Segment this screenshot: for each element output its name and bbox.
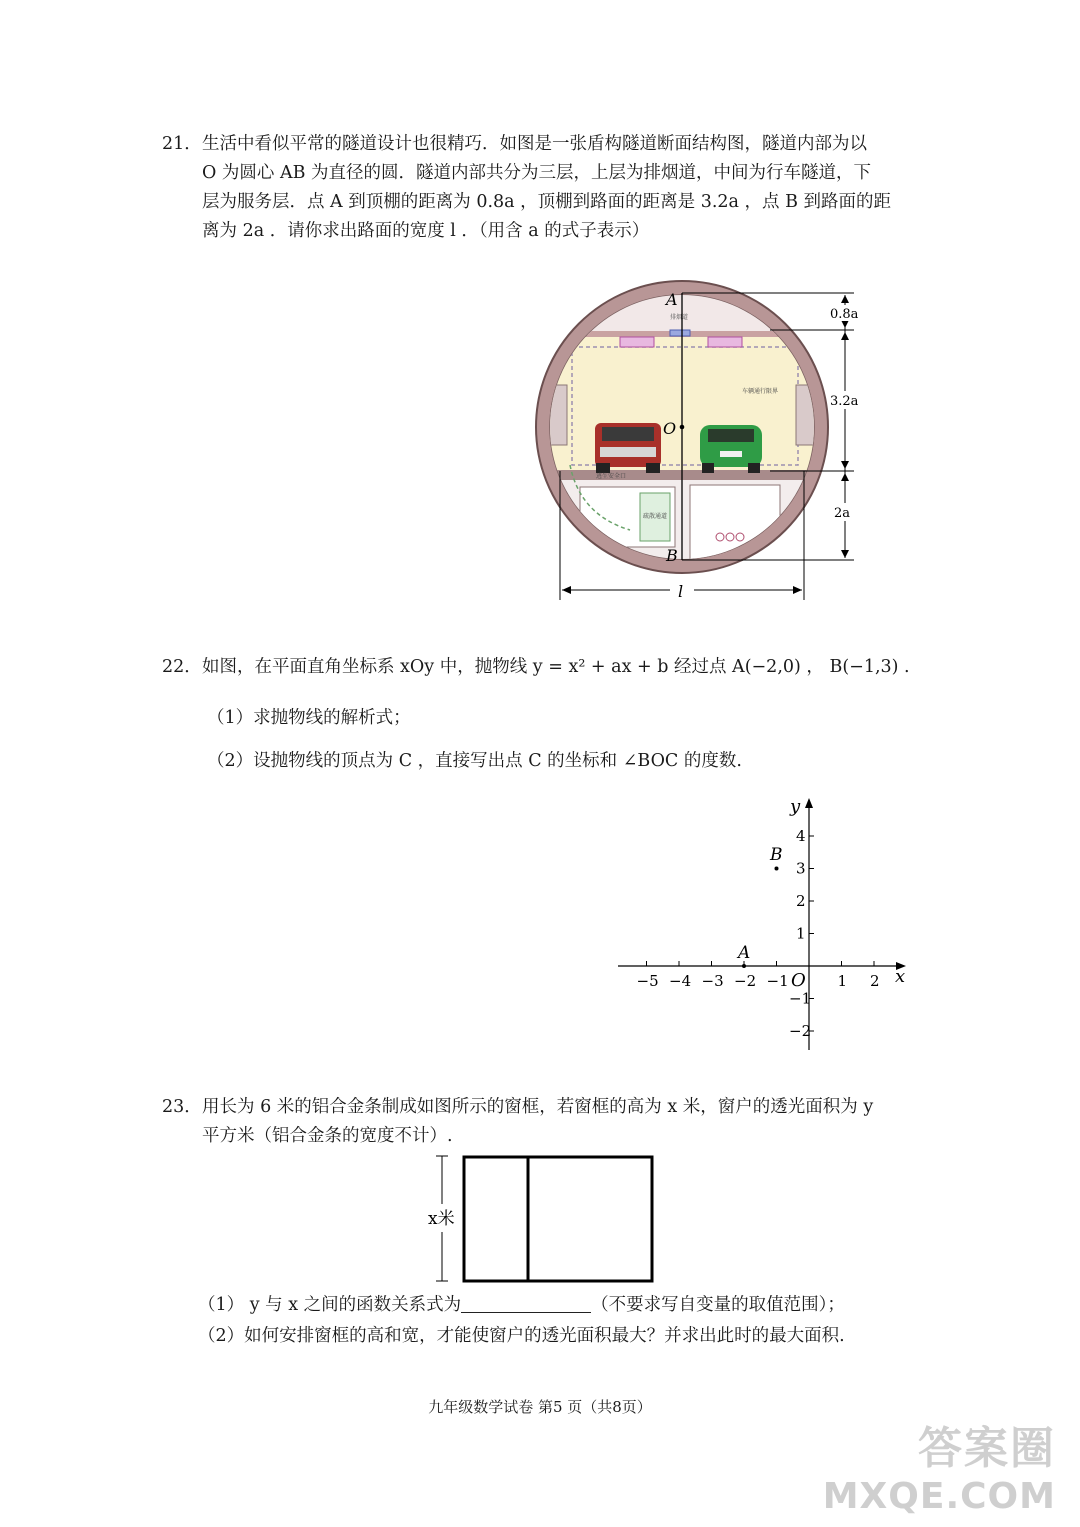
x-tick-label: −5 xyxy=(636,972,659,990)
origin-label: O xyxy=(791,970,806,991)
y-tick-label: 3 xyxy=(796,859,806,878)
x-tick-label: 2 xyxy=(870,972,880,990)
red-car-image xyxy=(595,423,661,473)
question-number: 22． xyxy=(162,657,202,677)
question-21 xyxy=(162,130,922,246)
point-B-label: B xyxy=(666,546,678,565)
point-A xyxy=(742,964,746,968)
height-label: x米 xyxy=(428,1209,455,1229)
point-O-label: O xyxy=(663,419,677,438)
question-number: 21． xyxy=(162,134,202,154)
vehicle-limit-sign: 车辆通行限界 xyxy=(742,388,779,395)
question-22-part-2: （2）设抛物线的顶点为 C ，直接写出点 C 的坐标和 ∠BOC 的度数. xyxy=(207,751,742,771)
evacuation-sign: 疏散通道 xyxy=(643,513,668,520)
question-23-part-2: （2）如何安排窗框的高和宽，才能使窗户的透光面积最大？并求出此时的最大面积. xyxy=(198,1326,845,1346)
x-tick-label: −3 xyxy=(701,972,724,990)
tunnel-cross-section-figure xyxy=(520,275,880,610)
smoke-duct-sign: 排烟道 xyxy=(670,314,689,321)
x-tick-label: 1 xyxy=(837,972,848,990)
question-text-line: O 为圆心 AB 为直径的圆．隧道内部共分为三层，上层为排烟道，中间为行车隧道，下 xyxy=(202,163,872,183)
question-22 xyxy=(162,653,922,682)
part1-suffix: （不要求写自变量的取值范围）； xyxy=(591,1295,845,1315)
question-22-part-1: （1）求抛物线的解析式； xyxy=(207,708,411,728)
dimension-middle: 3.2a xyxy=(830,394,859,409)
coordinate-plane-figure xyxy=(610,790,920,1060)
question-23 xyxy=(162,1093,922,1151)
question-23-part-1 xyxy=(198,1291,845,1316)
window-frame-figure xyxy=(420,1150,660,1290)
point-B xyxy=(775,867,779,871)
question-text-line: 用长为 6 米的铝合金条制成如图所示的窗框，若窗框的高为 x 米，窗户的透光面积为 y xyxy=(202,1097,874,1117)
x-tick-label: −2 xyxy=(734,972,757,990)
x-tick-label: −1 xyxy=(766,972,789,990)
point-A-label: A xyxy=(666,290,678,309)
dimension-bottom: 2a xyxy=(834,506,851,521)
x-axis-ticks xyxy=(637,961,880,990)
question-text-line: 平方米（铝合金条的宽度不计）. xyxy=(202,1126,453,1146)
y-tick-label: −1 xyxy=(789,989,812,1008)
x-axis-label: x xyxy=(895,966,906,987)
point-B-label: B xyxy=(770,845,783,865)
road-width-label: l xyxy=(678,582,684,601)
y-axis-label: y xyxy=(790,796,801,817)
vehicle-layer xyxy=(540,337,830,471)
y-tick-label: 4 xyxy=(796,827,806,845)
safety-exit-sign: 逃生安全口 xyxy=(596,473,627,480)
point-A-label: A xyxy=(738,943,751,963)
watermark-line-2: MXQE.COM xyxy=(822,1476,1056,1517)
part1-prefix: （1） y 与 x 之间的函数关系式为 xyxy=(198,1295,462,1315)
question-text-line: 生活中看似平常的隧道设计也很精巧．如图是一张盾构隧道断面结构图，隧道内部为以 xyxy=(202,134,867,154)
y-tick-label: 2 xyxy=(796,892,806,910)
question-stem: 如图，在平面直角坐标系 xOy 中，抛物线 y = x² + ax + b 经过点 A(−2,0) ， B(−1,3) . xyxy=(202,657,910,677)
answer-blank[interactable] xyxy=(461,1294,591,1313)
watermark-logo xyxy=(823,1412,1056,1517)
window-frame xyxy=(464,1157,652,1281)
question-text-line: 离为 2a ．请你求出路面的宽度 l ．（用含 a 的式子表示） xyxy=(202,221,650,241)
x-tick-label: −4 xyxy=(669,972,692,990)
green-car-image xyxy=(700,425,762,473)
question-number: 23． xyxy=(162,1097,202,1117)
y-axis-ticks xyxy=(789,827,814,1040)
y-tick-label: 1 xyxy=(796,924,806,943)
page-footer: 九年级数学试卷 第5 页（共8页） xyxy=(428,1398,652,1416)
dimension-top: 0.8a xyxy=(830,307,859,322)
y-tick-label: −2 xyxy=(789,1022,812,1040)
watermark-line-1: 答案圈 xyxy=(918,1423,1056,1474)
question-text-line: 层为服务层．点 A 到顶棚的距离为 0.8a ，顶棚到路面的距离是 3.2a ，点 B 到路面的距 xyxy=(202,192,892,212)
